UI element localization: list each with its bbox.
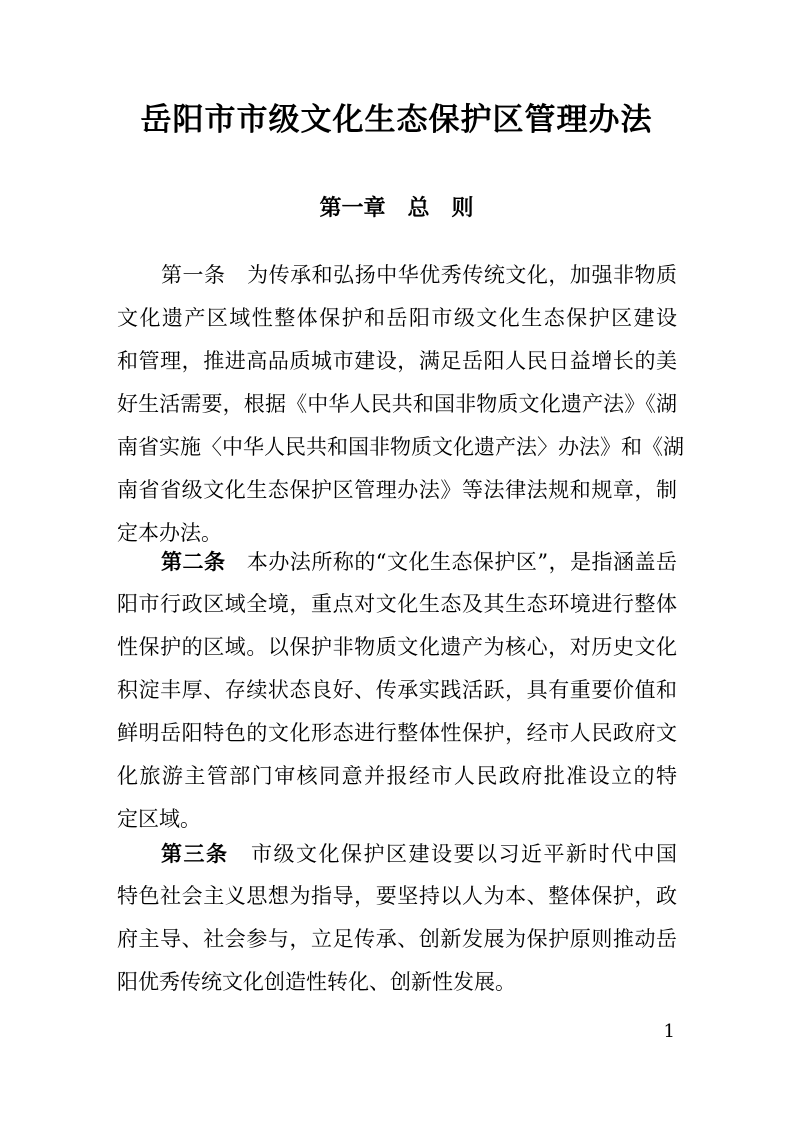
article-text: 定本办法。 [117,521,222,545]
document-title: 岳阳市市级文化生态保护区管理办法 [140,102,653,138]
article-text: 市级文化保护区建设要以习近平新时代中国 [251,842,677,866]
article-line [117,832,677,875]
article-text: 阳市行政区域全境，重点对文化生态及其生态环境进行整体 [117,592,677,616]
article-text: 定区域。 [117,807,201,831]
article-text: 为传承和弘扬中华优秀传统文化，加强非物质 [247,263,678,287]
article-line [117,540,677,583]
article-text: 性保护的区域。以保护非物质文化遗产为核心，对历史文化 [117,635,677,659]
article-line [117,340,677,383]
article-second [117,540,677,841]
article-line [117,875,677,918]
article-text: 南省实施〈中华人民共和国非物质文化遗产法〉办法》和《湖 [117,435,684,459]
article-line [117,469,677,512]
article-text: 积淀丰厚、存续状态良好、传承实践活跃，具有重要价值和 [117,678,677,702]
article-label: 第三条 [161,841,251,866]
article-label: 第二条 [161,549,247,574]
article-line [117,583,677,626]
article-text: 阳优秀传统文化创造性转化、创新性发展。 [117,970,516,994]
article-text: 和管理，推进高品质城市建设，满足岳阳人民日益增长的美 [117,349,677,373]
article-text: 好生活需要，根据《中华人民共和国非物质文化遗产法》《湖 [117,392,677,416]
article-text: 特色社会主义思想为指导，要坚持以人为本、整体保护，政 [117,884,677,908]
article-text: 府主导、社会参与，立足传承、创新发展为保护原则推动岳 [117,927,677,951]
article-line [117,918,677,961]
article-text: 本办法所称的“文化生态保护区”，是指涵盖岳 [246,550,677,574]
article-label: 第一条 [161,263,248,287]
article-text: 南省省级文化生态保护区管理办法》等法律法规和规章，制 [117,478,677,502]
article-text: 鲜明岳阳特色的文化形态进行整体性保护，经市人民政府文 [117,721,677,745]
article-line [117,712,677,755]
chapter-heading: 第一章 总 则 [319,195,474,221]
article-line [117,383,677,426]
article-line [117,426,684,469]
article-line [117,961,677,1004]
article-line [117,669,677,712]
article-line [117,626,677,669]
page-number: 1 [663,1021,675,1042]
article-first [117,254,684,555]
article-text: 文化遗产区域性整体保护和岳阳市级文化生态保护区建设 [117,306,677,330]
article-line [117,297,677,340]
article-text: 化旅游主管部门审核同意并报经市人民政府批准设立的特 [117,764,677,788]
article-third [117,832,677,1004]
article-line [117,755,677,798]
article-line [117,254,677,297]
